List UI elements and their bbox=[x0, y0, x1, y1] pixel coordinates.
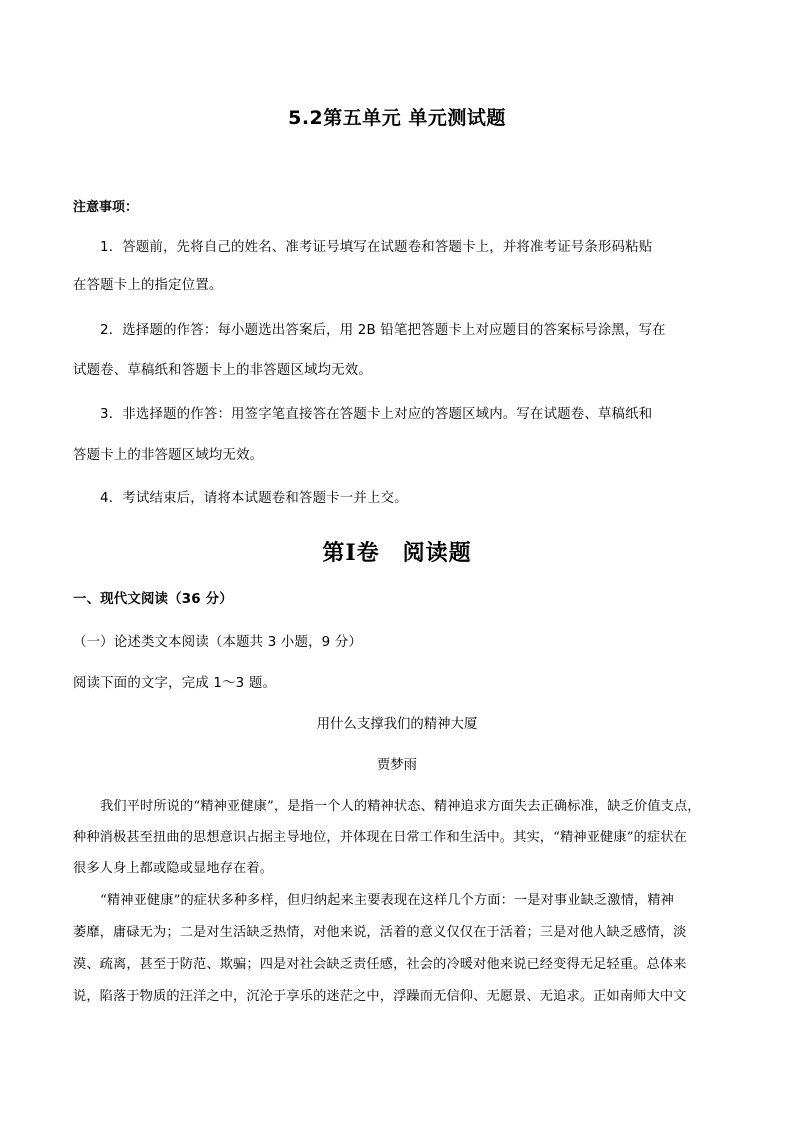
article-paragraph-line: 很多人身上都或隐或显地存在着。 bbox=[73, 861, 274, 876]
document-title: 5.2第五单元 单元测试题 bbox=[288, 107, 506, 129]
notice-item-3-line-2: 答题卡上的非答题区域均无效。 bbox=[73, 448, 264, 463]
article-paragraph-line: 萎靡，庸碌无为；二是对生活缺乏热情，对他来说，活着的意义仅仅在于活着；三是对他人缺乏感情，淡 bbox=[73, 925, 687, 940]
notice-item-3-line-1: 3．非选择题的作答：用签字笔直接答在答题卡上对应的答题区域内。写在试题卷、草稿纸和 bbox=[100, 407, 653, 422]
article-author: 贾梦雨 bbox=[376, 758, 418, 773]
notice-item-4-line-1: 4．考试结束后，请将本试题卷和答题卡一并上交。 bbox=[100, 491, 408, 506]
part-heading: 一、现代文阅读（36 分） bbox=[73, 592, 233, 607]
article-paragraph-line: 说，陷落于物质的汪洋之中，沉沦于享乐的迷茫之中，浮躁而无信仰、无愿景、无追求。正如南师大中文 bbox=[73, 989, 687, 1004]
article-paragraph-line: 我们平时所说的“精神亚健康”，是指一个人的精神状态、精神追求方面失去正确标准，缺乏价值支点， bbox=[100, 799, 701, 814]
article-paragraph-line: 漠、疏离，甚至于防范、欺骗；四是对社会缺乏责任感，社会的冷暖对他来说已经变得无足轻重。总体来 bbox=[73, 957, 687, 972]
article-paragraph-line: 种种消极甚至扭曲的思想意识占据主导地位，并体现在日常工作和生活中。其实，“精神亚健康”的症状在 bbox=[73, 830, 687, 845]
notice-item-1-line-1: 1．答题前，先将自己的姓名、准考证号填写在试题卷和答题卡上，并将准考证号条形码粘贴 bbox=[100, 240, 653, 255]
article-paragraph-line: “精神亚健康”的症状多种多样，但归纳起来主要表现在这样几个方面：一是对事业缺乏激情，精神 bbox=[100, 893, 674, 908]
section-title: 第Ⅰ卷 阅读题 bbox=[322, 540, 472, 566]
notice-heading: 注意事项： bbox=[73, 200, 139, 215]
notice-item-1-line-2: 在答题卡上的指定位置。 bbox=[73, 278, 223, 293]
notice-item-2-line-1: 2．选择题的作答：每小题选出答案后，用 2B 铅笔把答题卡上对应题目的答案标号涂黑，写在 bbox=[100, 323, 666, 338]
subpart-heading: （一）论述类文本阅读（本题共 3 小题，9 分） bbox=[73, 635, 363, 650]
article-title: 用什么支撑我们的精神大厦 bbox=[316, 717, 478, 732]
notice-item-2-line-2: 试题卷、草稿纸和答题卡上的非答题区域均无效。 bbox=[73, 363, 372, 378]
reading-instruction: 阅读下面的文字，完成 1～3 题。 bbox=[73, 676, 277, 691]
